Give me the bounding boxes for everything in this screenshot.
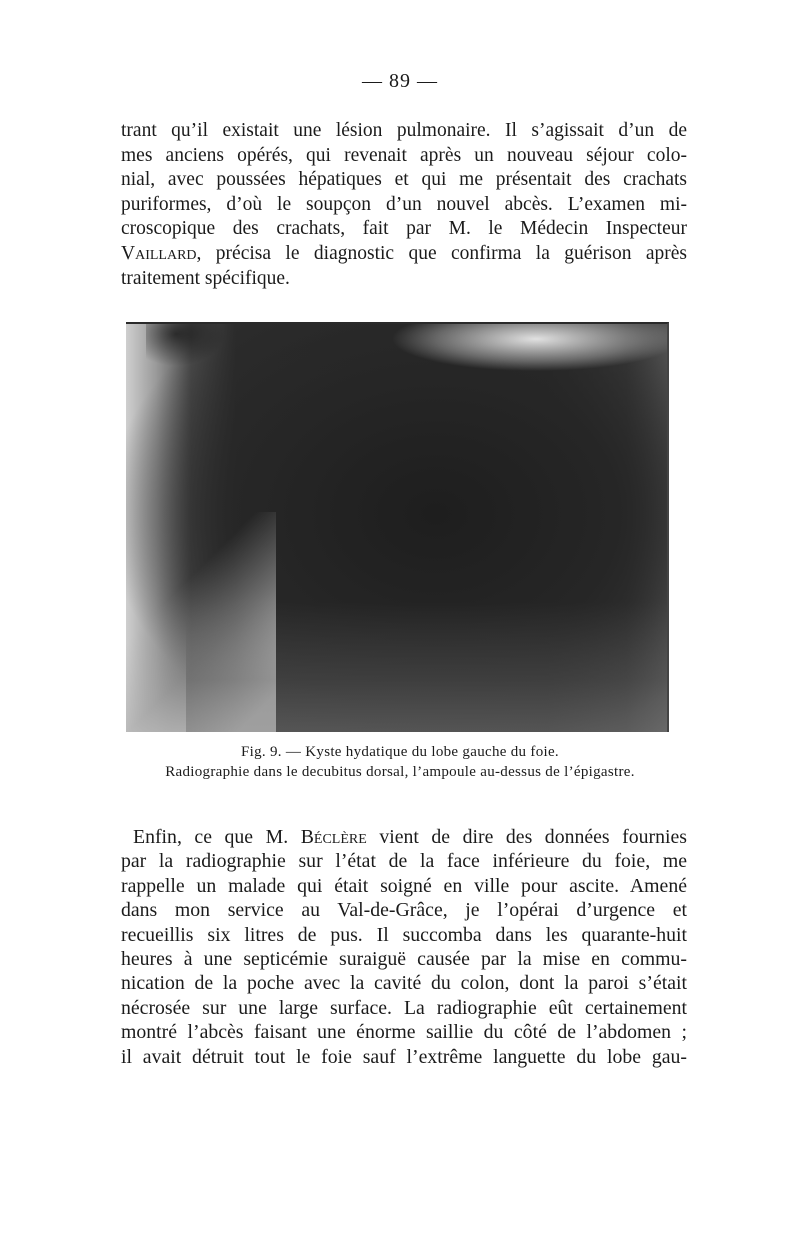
text-line (121, 825, 687, 849)
text-line: nication de la poche avec la cavité du colon, dont la paroi s’était (121, 972, 687, 995)
text-line: trant qu’il existait une lésion pulmonaire. Il s’agissait d’un de (121, 120, 687, 141)
text-fragment: précisa le diagnostic que confirma la guérison après (201, 242, 687, 264)
text-fragment: Enfin, ce que M. (133, 826, 301, 848)
author-name-vaillard: Vaillard, (121, 242, 202, 264)
text-line (121, 242, 687, 267)
radiograph-shadow (146, 324, 226, 384)
page-number: — 89 — (362, 70, 438, 92)
text-line: nécrosée sur une large surface. La radiographie eût certainement (121, 996, 687, 1019)
text-line: par la radiographie sur l’état de la face inférieure du foie, me (121, 850, 687, 873)
author-name-beclere: Béclère (300, 826, 367, 848)
text-line: mes anciens opérés, qui revenait après un nouveau séjour colo- (121, 144, 687, 166)
text-line: montré l’abcès faisant une énorme saillie du côté de l’abdomen ; (121, 1021, 687, 1044)
paragraph-top (121, 119, 687, 291)
text-line: traitement spécifique. (121, 267, 290, 289)
text-line: heures à une septicémie suraiguë causée par la mise en commu- (121, 948, 687, 971)
text-line: puriformes, d’où le soupçon d’un nouvel abcès. L’examen mi- (121, 193, 687, 215)
text-fragment: vient de dire des données fournies (366, 826, 687, 848)
paragraph-bottom (121, 825, 687, 1069)
text-line: recueillis six litres de pus. Il succomba dans les quarante-huit (121, 923, 687, 946)
radiograph-lower-band (186, 602, 667, 732)
figure-caption-title: Fig. 9. — Kyste hydatique du lobe gauche du foie. (241, 744, 559, 760)
text-line: croscopique des crachats, fait par M. le Médecin Inspecteur (121, 218, 687, 240)
radiograph-figure (126, 322, 669, 732)
text-line: rappelle un malade qui était soigné en ville pour ascite. Amené (121, 874, 687, 897)
figure-caption-description: Radiographie dans le decubitus dorsal, l’ampoule au-dessus de l’épigastre. (165, 764, 635, 780)
text-line: dans mon service au Val-de-Grâce, je l’opérai d’urgence et (121, 899, 687, 922)
text-line: nial, avec poussées hépatiques et qui me présentait des crachats (121, 169, 687, 191)
text-line: il avait détruit tout le foie sauf l’extrême languette du lobe gau- (121, 1045, 687, 1068)
